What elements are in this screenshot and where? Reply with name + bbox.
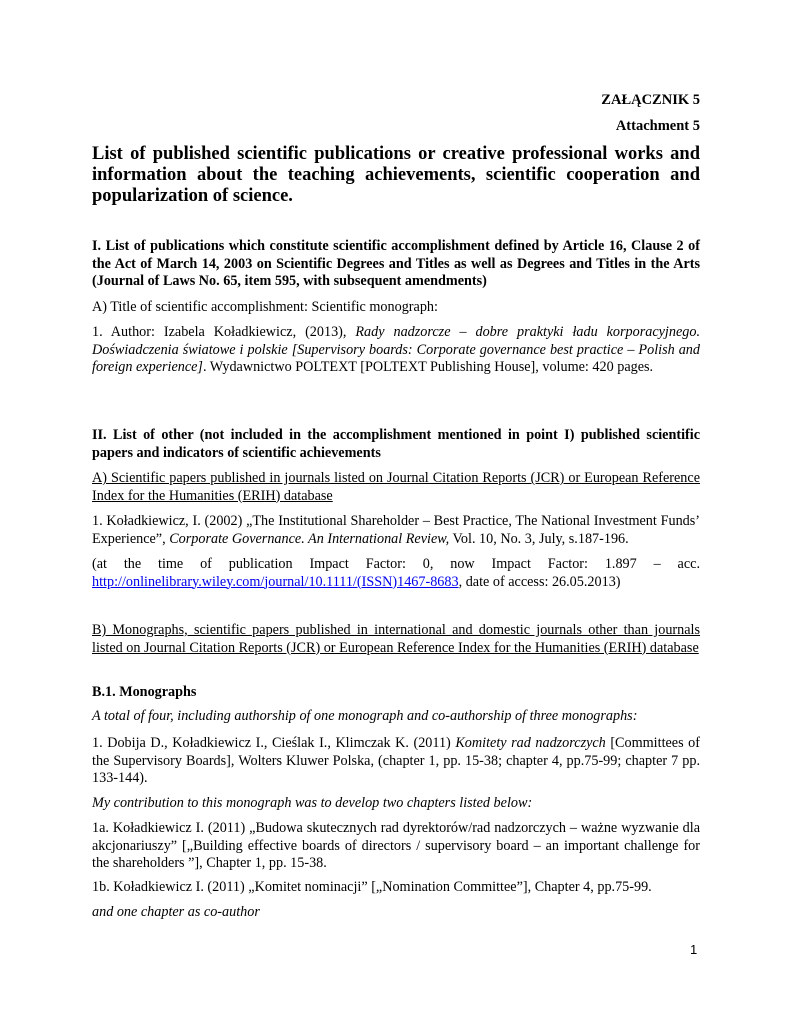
section2-a-heading: A) Scientific papers published in journals listed on Journal Citation Reports (JCR) or European Reference Index for the Humanities (ERIH) database [92, 470, 700, 504]
annex-label: ZAŁĄCZNIK 5 [601, 92, 700, 108]
impact-factor-note [92, 556, 700, 591]
a1-prefix: 1. Koładkiewicz, I. (2002) „The Institutional Shareholder – Best Practice, The National Investment Funds’ Experience”, [92, 513, 700, 547]
wiley-journal-link[interactable]: http://onlinelibrary.wiley.com/journal/10.1111/(ISSN)1467-8683 [92, 573, 459, 590]
item-1b: 1b. Koładkiewicz I. (2011) „Komitet nominacji” [„Nomination Committee”], Chapter 4, pp.75-99. [92, 879, 652, 895]
b1-item1-suffix: [Committees of the Supervisory Boards], Wolters Kluwer Polska, (chapter 1, pp. 15-38; chapter 4, pp.75-99; chapter 7 pp. 133-144). [92, 735, 700, 786]
a1-suffix: Vol. 10, No. 3, July, s.187-196. [449, 530, 629, 547]
b1-item1-prefix: 1. Dobija D., Koładkiewicz I., Cieślak I., Klimczak K. (2011) [92, 735, 456, 751]
b1-heading: B.1. Monographs [92, 684, 197, 700]
section2-heading: II. List of other (not included in the accomplishment mentioned in point I) published scientific papers and indicators of scientific achievements [92, 427, 700, 461]
section1-heading: I. List of publications which constitute scientific accomplishment defined by Article 16, Clause 2 of the Act of March 14, 2003 on Scientific Degrees and Titles as well as Degrees and Titles in the Arts (Journal of Laws No. 65, item 595, with subsequent amendments) [92, 238, 700, 289]
item1-title: Rady nadzorcze – dobre praktyki ładu korporacyjnego. Doświadczenia światowe i polskie [Supervisory boards: Corporate governance best practice – Polish and foreign experience] [92, 324, 700, 375]
b1-item1-title: Komitety rad nadzorczych [455, 735, 606, 751]
impact-prefix: (at the time of publication Impact Factor: 0, now Impact Factor: 1.897 – acc. [92, 556, 700, 572]
coauthor-note: and one chapter as co-author [92, 904, 260, 920]
attachment-label: Attachment 5 [615, 118, 700, 134]
contribution-note: My contribution to this monograph was to develop two chapters listed below: [92, 795, 533, 811]
b1-intro: A total of four, including authorship of one monograph and co-authorship of three monographs: [92, 708, 638, 724]
item-1a: 1a. Koładkiewicz I. (2011) „Budowa skutecznych rad dyrektorów/rad nadzorczych – ważne wyzwanie dla akcjonariuszy” [„Building effective boards of directors / supervisory board – an important challenge for the shareholders ”], Chapter 1, pp. 15-38. [92, 820, 700, 871]
item1-prefix: 1. Author: Izabela Koładkiewicz, (2013), [92, 324, 356, 340]
section1-a-title: A) Title of scientific accomplishment: Scientific monograph: [92, 299, 438, 315]
document-title: List of published scientific publications or creative professional works and information about the teaching achievements, scientific cooperation and popularization of science. [92, 144, 700, 206]
item1-suffix: . Wydawnictwo POLTEXT [POLTEXT Publishing House], volume: 420 pages. [202, 359, 654, 375]
a1-journal: Corporate Governance. An International Review, [169, 530, 450, 547]
section1-item1 [92, 324, 700, 377]
b1-item1 [92, 735, 700, 788]
section2-b-heading: B) Monographs, scientific papers published in international and domestic journals other than journals listed on Journal Citation Reports (JCR) or European Reference Index for the Humanities (ERIH) database [92, 622, 700, 656]
impact-suffix: , date of access: 26.05.2013) [458, 573, 621, 590]
page-number: 1 [690, 942, 698, 957]
section2-a-item1 [92, 513, 700, 548]
